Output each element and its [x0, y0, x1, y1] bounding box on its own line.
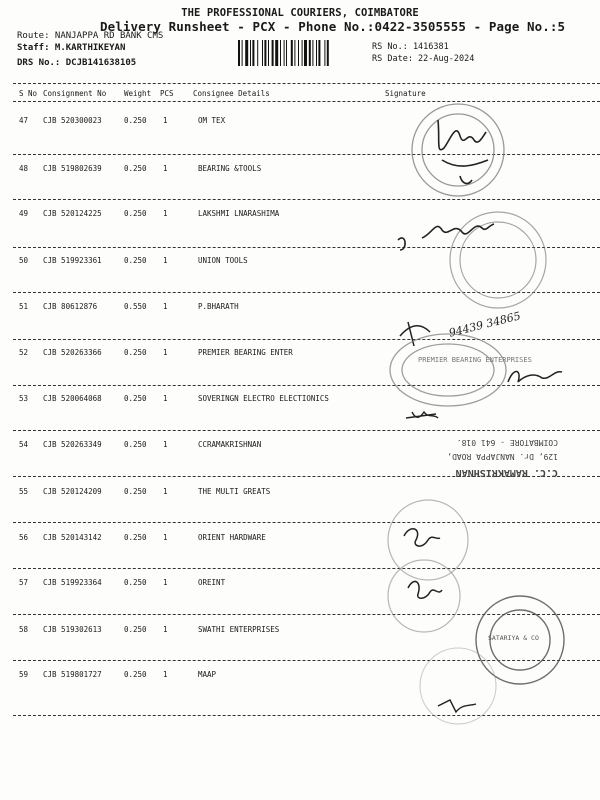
row-sno: 47	[19, 116, 29, 125]
runsheet-title: Delivery Runsheet - PCX - Phone No.:0422-3505555 - Page No.:5	[100, 19, 566, 34]
row-sno: 54	[19, 440, 29, 449]
row-divider	[13, 199, 600, 200]
barcode-bar	[257, 40, 258, 66]
row-consignee: BEARING &TOOLS	[198, 164, 262, 173]
columns-divider	[13, 101, 600, 102]
row-consignment: CJB 520300023	[43, 116, 102, 125]
rs-number: RS No.: 1416381	[372, 42, 449, 52]
barcode-bar	[312, 40, 313, 66]
barcode-bar	[272, 40, 274, 66]
col-consignment: Consignment No	[43, 89, 107, 98]
barcode-bar	[264, 40, 266, 66]
barcode-bar	[268, 40, 269, 66]
handwritten-number: 94439 34865	[447, 309, 522, 340]
row-pcs: 1	[163, 164, 168, 173]
row-weight: 0.250	[124, 164, 147, 173]
barcode-bar	[302, 40, 303, 66]
row-weight: 0.250	[124, 670, 147, 679]
barcode-bar	[327, 40, 329, 66]
row-sno: 53	[19, 394, 29, 403]
drs-number: DRS No.: DCJB141638105	[17, 58, 137, 68]
col-signature: Signature	[385, 89, 426, 98]
row-weight: 0.250	[124, 578, 147, 587]
barcode-bar	[252, 40, 254, 66]
route-label: Route: NANJAPPA RD BANK CMS	[17, 31, 164, 41]
row-sno: 56	[19, 533, 29, 542]
barcode-bar	[245, 40, 248, 66]
row-weight: 0.250	[124, 533, 147, 542]
row-divider	[13, 522, 600, 523]
table-row	[0, 578, 600, 623]
barcode-bar	[324, 40, 325, 66]
row-weight: 0.250	[124, 487, 147, 496]
row-pcs: 1	[163, 256, 168, 265]
col-sno: S No	[19, 89, 38, 98]
barcode-bar	[304, 40, 307, 66]
row-weight: 0.250	[124, 440, 147, 449]
barcode-bar	[280, 40, 281, 66]
row-divider	[13, 476, 600, 477]
row-consignee: P.BHARATH	[198, 302, 239, 311]
row-consignee: MAAP	[198, 670, 217, 679]
row-consignee: SOVERINGN ELECTRO ELECTIONICS	[198, 394, 329, 403]
row-sno: 51	[19, 302, 29, 311]
row-consignee: UNION TOOLS	[198, 256, 248, 265]
row-consignment: CJB 519801727	[43, 670, 102, 679]
barcode-bar	[291, 40, 293, 66]
row-divider	[13, 247, 600, 248]
barcode-bar	[286, 40, 287, 66]
row-pcs: 1	[163, 670, 168, 679]
row-consignment: CJB 520124209	[43, 487, 102, 496]
table-row	[0, 164, 600, 209]
barcode-bar	[238, 40, 240, 66]
barcode-bar	[316, 40, 317, 66]
row-divider	[13, 660, 600, 661]
table-row	[0, 348, 600, 393]
row-consignee: LAKSHMI LNARASHIMA	[198, 209, 280, 218]
header-divider	[13, 83, 600, 84]
barcode-bar	[298, 40, 299, 66]
row-weight: 0.550	[124, 302, 147, 311]
row-sno: 55	[19, 487, 29, 496]
row-consignee: CCRAMAKRISHNAN	[198, 440, 262, 449]
barcode	[238, 40, 366, 66]
row-consignment: CJB 520263349	[43, 440, 102, 449]
row-consignee: OREINT	[198, 578, 226, 587]
barcode-bar	[250, 40, 251, 66]
row-divider	[13, 154, 600, 155]
barcode-bar	[284, 40, 285, 66]
row-pcs: 1	[163, 116, 168, 125]
row-consignment: CJB 80612876	[43, 302, 98, 311]
row-consignment: CJB 519923364	[43, 578, 102, 587]
row-sno: 58	[19, 625, 29, 634]
col-weight: Weight	[124, 89, 152, 98]
stamp-text-satariya: SATARIYA & CO	[488, 634, 539, 642]
row-sno: 49	[19, 209, 29, 218]
barcode-bar	[242, 40, 243, 66]
barcode-bar	[309, 40, 311, 66]
row-weight: 0.250	[124, 256, 147, 265]
row-consignment: CJB 520064068	[43, 394, 102, 403]
row-divider	[13, 715, 600, 716]
row-sno: 57	[19, 578, 29, 587]
row-divider	[13, 339, 600, 340]
row-divider	[13, 430, 600, 431]
row-weight: 0.250	[124, 209, 147, 218]
table-row	[0, 440, 600, 485]
stamp-text-line3: COIMBATORE - 641 018.	[456, 438, 558, 447]
table-row	[0, 625, 600, 670]
stamp-text-premier: PREMIER BEARING ENTERPRISES	[418, 356, 532, 364]
barcode-bar	[262, 40, 263, 66]
row-sno: 52	[19, 348, 29, 357]
col-consignee: Consignee Details	[193, 89, 270, 98]
row-pcs: 1	[163, 578, 168, 587]
row-consignment: CJB 519302613	[43, 625, 102, 634]
table-row	[0, 394, 600, 439]
barcode-bar	[275, 40, 278, 66]
row-consignee: THE MULTI GREATS	[198, 487, 271, 496]
table-row	[0, 487, 600, 532]
table-row	[0, 256, 600, 301]
row-weight: 0.250	[124, 116, 147, 125]
row-consignment: CJB 519923361	[43, 256, 102, 265]
row-pcs: 1	[163, 533, 168, 542]
row-divider	[13, 614, 600, 615]
row-divider	[13, 385, 600, 386]
row-weight: 0.250	[124, 348, 147, 357]
company-name: THE PROFESSIONAL COURIERS, COIMBATORE	[181, 7, 419, 19]
row-consignee: ORIENT HARDWARE	[198, 533, 266, 542]
barcode-bar	[294, 40, 295, 66]
row-weight: 0.250	[124, 625, 147, 634]
row-sno: 59	[19, 670, 29, 679]
row-pcs: 1	[163, 348, 168, 357]
row-consignee: PREMIER BEARING ENTER	[198, 348, 293, 357]
row-consignment: CJB 520263366	[43, 348, 102, 357]
row-consignment: CJB 519802639	[43, 164, 102, 173]
row-pcs: 1	[163, 487, 168, 496]
row-divider	[13, 568, 600, 569]
row-pcs: 1	[163, 440, 168, 449]
table-row	[0, 670, 600, 715]
barcode-bar	[318, 40, 320, 66]
row-consignment: CJB 520143142	[43, 533, 102, 542]
col-pcs: PCS	[160, 89, 174, 98]
row-pcs: 1	[163, 209, 168, 218]
row-sno: 50	[19, 256, 29, 265]
row-pcs: 1	[163, 394, 168, 403]
row-pcs: 1	[163, 625, 168, 634]
row-consignee: SWATHI ENTERPRISES	[198, 625, 280, 634]
stamp-text-line2: 129, Dr. NANJAPPA ROAD,	[447, 452, 558, 461]
row-consignment: CJB 520124225	[43, 209, 102, 218]
row-pcs: 1	[163, 302, 168, 311]
rs-date: RS Date: 22-Aug-2024	[372, 54, 475, 64]
row-consignee: OM TEX	[198, 116, 226, 125]
table-row	[0, 533, 600, 578]
row-weight: 0.250	[124, 394, 147, 403]
row-sno: 48	[19, 164, 29, 173]
staff-label: Staff: M.KARTHIKEYAN	[17, 43, 126, 53]
row-divider	[13, 292, 600, 293]
stamp-text-line1: C.C. RAMAKRISHNAN	[455, 467, 558, 478]
